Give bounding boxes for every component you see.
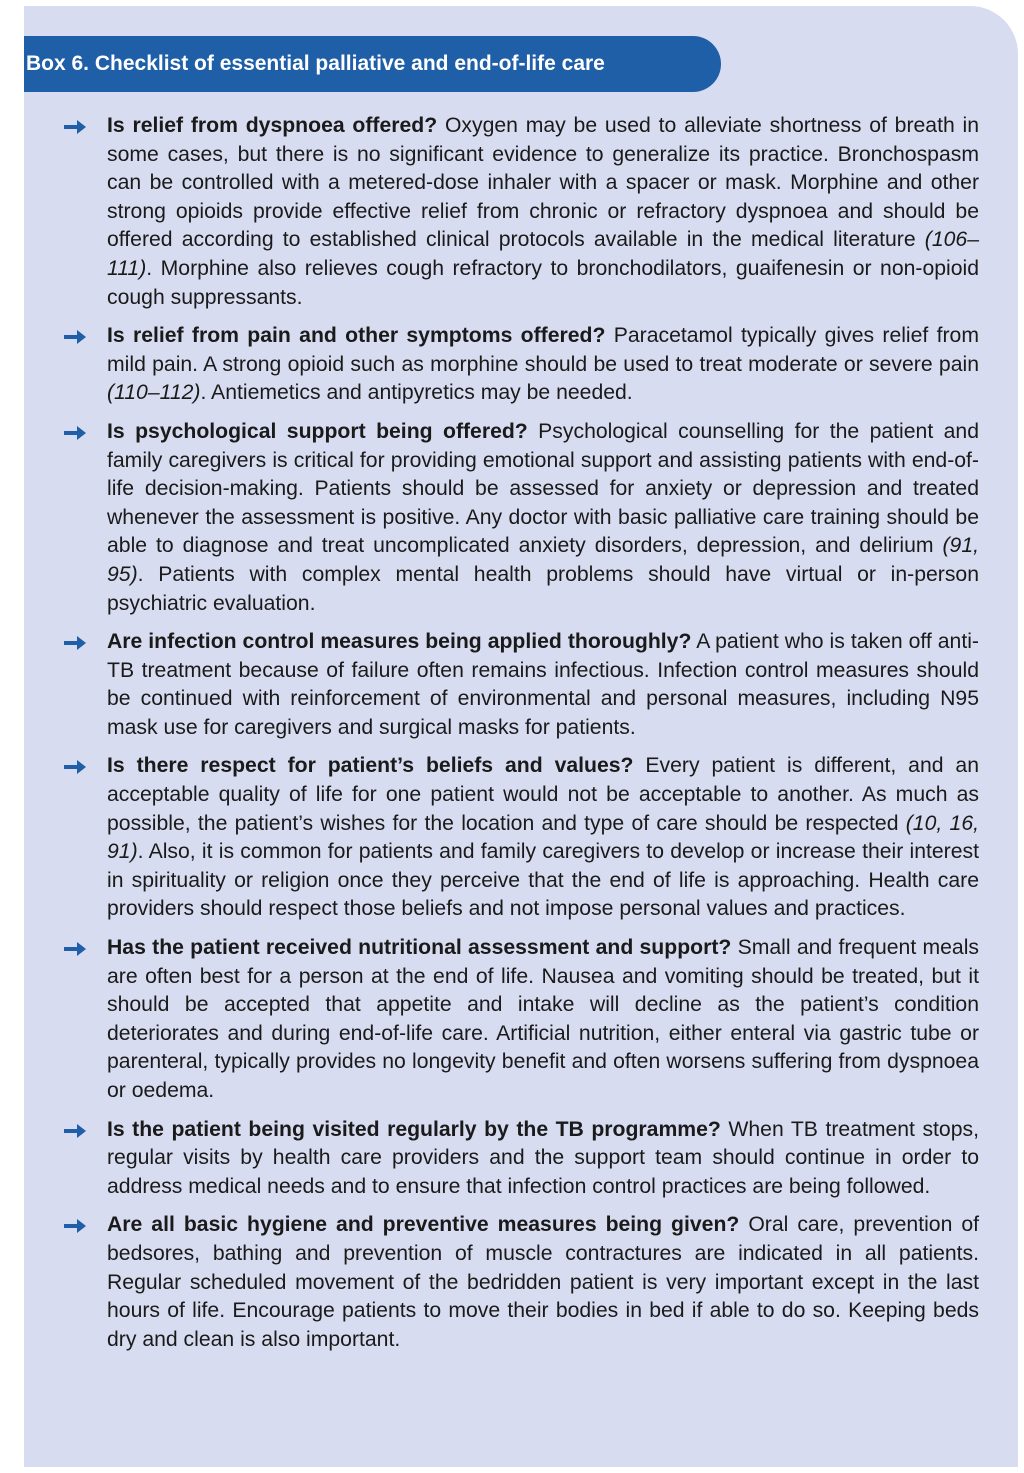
checklist-item	[64, 1116, 979, 1202]
box-title: Box 6. Checklist of essential palliative and end-of-life care	[24, 36, 721, 92]
checklist-item-tail: . Morphine also relieves cough refractory to bronchodilators, guaifenesin or non-opioid cough suppressants.	[107, 256, 979, 309]
checklist-item-body: Small and frequent meals are often best for a person at the end of life. Nausea and vomiting should be treated, but it should be accepted that appetite and intake will decline as the patient’s condition deteriorates and during end-of-life care. Artificial nutrition, either enteral via gastric tube or parenteral, typically provides no longevity benefit and often worsens suffering from dyspnoea or oedema.	[107, 936, 979, 1102]
checklist-item	[64, 1211, 979, 1354]
checklist-item-heading: Has the patient received nutritional assessment and support?	[107, 936, 732, 960]
arrow-right-icon	[64, 635, 86, 651]
checklist-item-body: Oxygen may be used to alleviate shortness of breath in some cases, but there is no significant evidence to generalize its practice. Bronchospasm can be controlled with a metered-dose inhaler with a spacer or mask. Morphine and other strong opioids provide effective relief from chronic or refractory dyspnoea and should be offered according to established clinical protocols available in the medical literature	[107, 114, 980, 252]
checklist-item-body: Oral care, prevention of bedsores, bathing and prevention of muscle contractures are indicated in all patients. Regular scheduled movement of the bedridden patient is very important except in the last hours of life. Encourage patients to move their bodies in bed if able to do so. Keeping beds dry and clean is also important.	[107, 1213, 979, 1351]
arrow-right-icon	[64, 329, 86, 345]
checklist-item	[64, 752, 979, 924]
checklist-item-text	[107, 934, 979, 1106]
checklist-item-text	[107, 112, 979, 312]
checklist-item-text	[107, 1211, 979, 1354]
checklist-item-tail: . Patients with complex mental health problems should have virtual or in-person psychiatric evaluation.	[107, 562, 979, 615]
checklist-item-body: A patient who is taken off anti-TB treatment because of failure often remains infectious. Infection control measures should be continued with reinforcement of environmental and personal measures, including N95 mask use for caregivers and surgical masks for patients.	[107, 630, 979, 739]
checklist-item-heading: Is the patient being visited regularly by the TB programme?	[107, 1117, 721, 1141]
checklist-item	[64, 628, 979, 742]
checklist-item	[64, 418, 979, 618]
arrow-right-icon	[64, 1218, 86, 1234]
checklist-item-text	[107, 1116, 979, 1202]
checklist-item-heading: Are all basic hygiene and preventive measures being given?	[107, 1213, 740, 1237]
checklist-item-citation: (91, 95)	[107, 534, 979, 586]
checklist-item	[64, 112, 979, 312]
checklist-item-heading: Is relief from dyspnoea offered?	[107, 114, 438, 137]
checklist-item-text	[107, 322, 979, 408]
checklist-item-text	[107, 752, 979, 924]
checklist-item-tail: . Also, it is common for patients and family caregivers to develop or increase their interest in spirituality or religion once they perceive that the end of life is approaching. Health care providers should respect those beliefs and not impose personal values and practices.	[107, 840, 979, 921]
checklist-item-text	[107, 418, 979, 618]
checklist-item-body: When TB treatment stops, regular visits by health care providers and the support team should continue in order to address medical needs and to ensure that infection control practices are being followed.	[107, 1117, 979, 1198]
checklist-item-body: Paracetamol typically gives relief from mild pain. A strong opioid such as morphine should be used to treat moderate or severe pain	[107, 324, 979, 376]
arrow-right-icon	[64, 119, 86, 135]
checklist-item-heading: Are infection control measures being applied thoroughly?	[107, 630, 692, 654]
checklist-box	[24, 6, 1018, 1467]
checklist-item-text	[107, 628, 979, 742]
checklist-items	[64, 112, 979, 1364]
checklist-item-body: Every patient is different, and an acceptable quality of life for one patient would not be acceptable to another. As much as possible, the patient’s wishes for the location and type of care should be respected	[107, 754, 979, 835]
arrow-right-icon	[64, 425, 86, 441]
checklist-item	[64, 934, 979, 1106]
arrow-right-icon	[64, 941, 86, 957]
checklist-item-tail: . Antiemetics and antipyretics may be needed.	[200, 381, 633, 405]
checklist-item-heading: Is there respect for patient’s beliefs and values?	[107, 754, 634, 778]
checklist-item-body: Psychological counselling for the patient and family caregivers is critical for providing emotional support and assisting patients with end-of-life decision-making. Patients should be assessed for anxiety or depression and treated whenever the assessment is positive. Any doctor with basic palliative care training should be able to diagnose and treat uncomplicated anxiety disorders, depression, and delirium	[107, 419, 979, 558]
checklist-item-citation: (10, 16, 91)	[107, 811, 979, 864]
checklist-item-citation: (106–111)	[107, 228, 979, 280]
checklist-item-heading: Is psychological support being offered?	[107, 419, 528, 443]
checklist-item	[64, 322, 979, 408]
arrow-right-icon	[64, 1123, 86, 1139]
arrow-right-icon	[64, 759, 86, 775]
checklist-item-heading: Is relief from pain and other symptoms offered?	[107, 324, 606, 348]
checklist-item-citation: (110–112)	[107, 381, 201, 405]
